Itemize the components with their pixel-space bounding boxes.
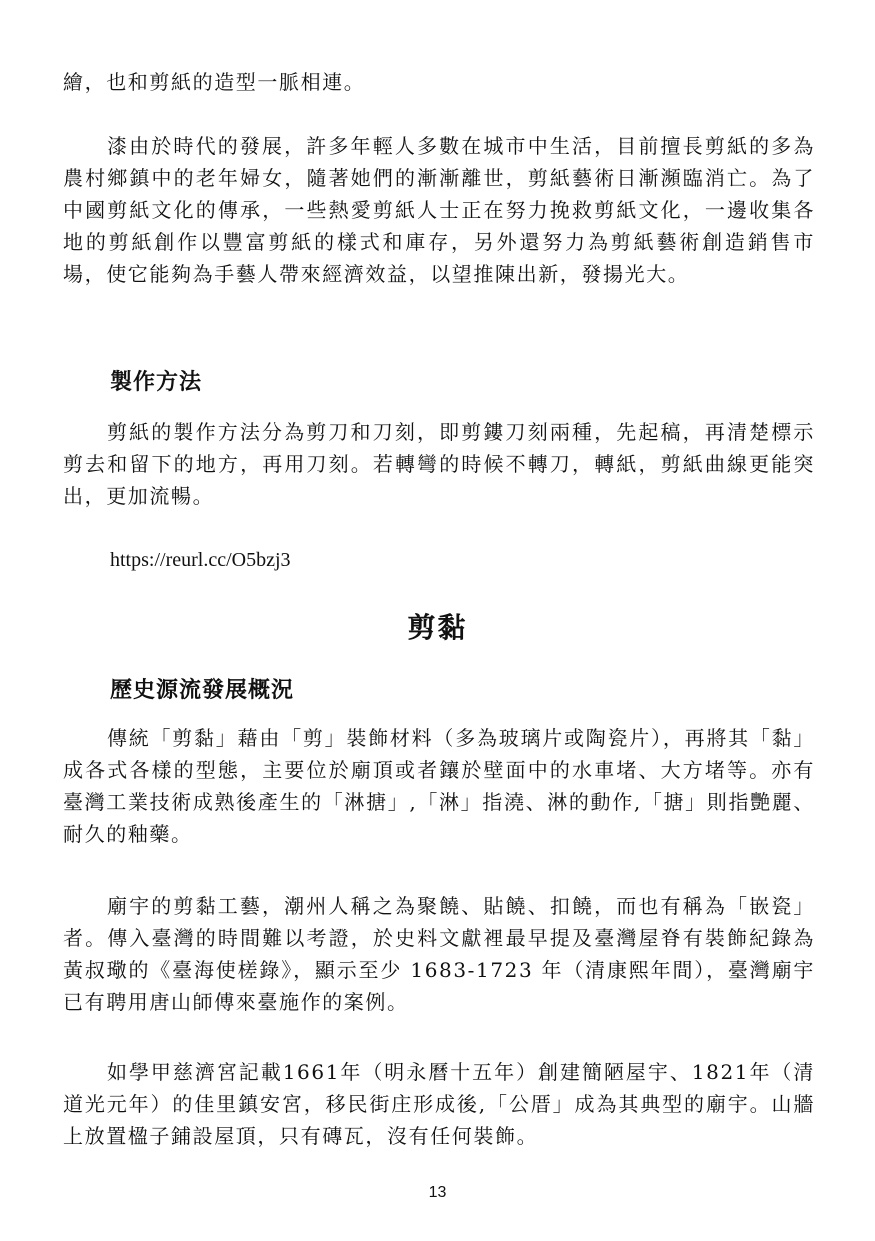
paragraph-continuation: 繪，也和剪紙的造型一脈相連。 [63,70,366,94]
paragraph-papercut-decline: 漆由於時代的發展，許多年輕人多數在城市中生活，目前擅長剪紙的多為農村鄉鎮中的老年婦女，隨著她們的漸漸離世，剪紙藝術日漸瀕臨消亡。為了中國剪紙文化的傳承，一些熱愛剪紙人士正在努力挽救剪紙文化，一邊收集各地的剪紙創作以豐富剪紙的樣式和庫存，另外還努力為剪紙藝術創造銷售市場，使它能夠為手藝人帶來經濟效益，以望推陳出新，發揚光大。 [63,134,815,286]
source-url-link[interactable]: https://reurl.cc/O5bzj3 [110,549,291,571]
heading-method: 製作方法 [110,370,203,395]
paragraph-temple-examples: 如學甲慈濟宮記載1661年（明永曆十五年）創建簡陋屋宇、1821年（清道光元年）的佳里鎮安宮，移民街庄形成後,「公厝」成為其典型的廟宇。山牆上放置楹子鋪設屋頂，只有磚瓦，沒有任何裝飾。 [63,1060,815,1148]
section-title: 剪黏 [407,611,468,644]
heading-history: 歷史源流發展概況 [110,678,295,703]
page-number: 13 [428,1184,447,1201]
paragraph-method: 剪紙的製作方法分為剪刀和刀刻，即剪鏤刀刻兩種，先起稿，再清楚標示剪去和留下的地方，再用刀刻。若轉彎的時候不轉刀，轉紙，剪紙曲線更能突出，更加流暢。 [63,420,815,508]
paragraph-temple-craft: 廟宇的剪黏工藝，潮州人稱之為聚饒、貼饒、扣饒，而也有稱為「嵌瓷」者。傳入臺灣的時間難以考證，於史料文獻裡最早提及臺灣屋脊有裝飾紀錄為黃叔璥的《臺海使槎錄》，顯示至少 1683-1723 年（清康熙年間），臺灣廟宇已有聘用唐山師傅來臺施作的案例。 [63,894,815,1014]
paragraph-jiannian-intro: 傳統「剪黏」藉由「剪」裝飾材料（多為玻璃片或陶瓷片），再將其「黏」成各式各樣的型態，主要位於廟頂或者鑲於壁面中的水車堵、大方堵等。亦有臺灣工業技術成熟後產生的「淋搪」,「淋」指澆、淋的動作,「搪」則指艷麗、 耐久的釉藥。 [63,726,815,846]
